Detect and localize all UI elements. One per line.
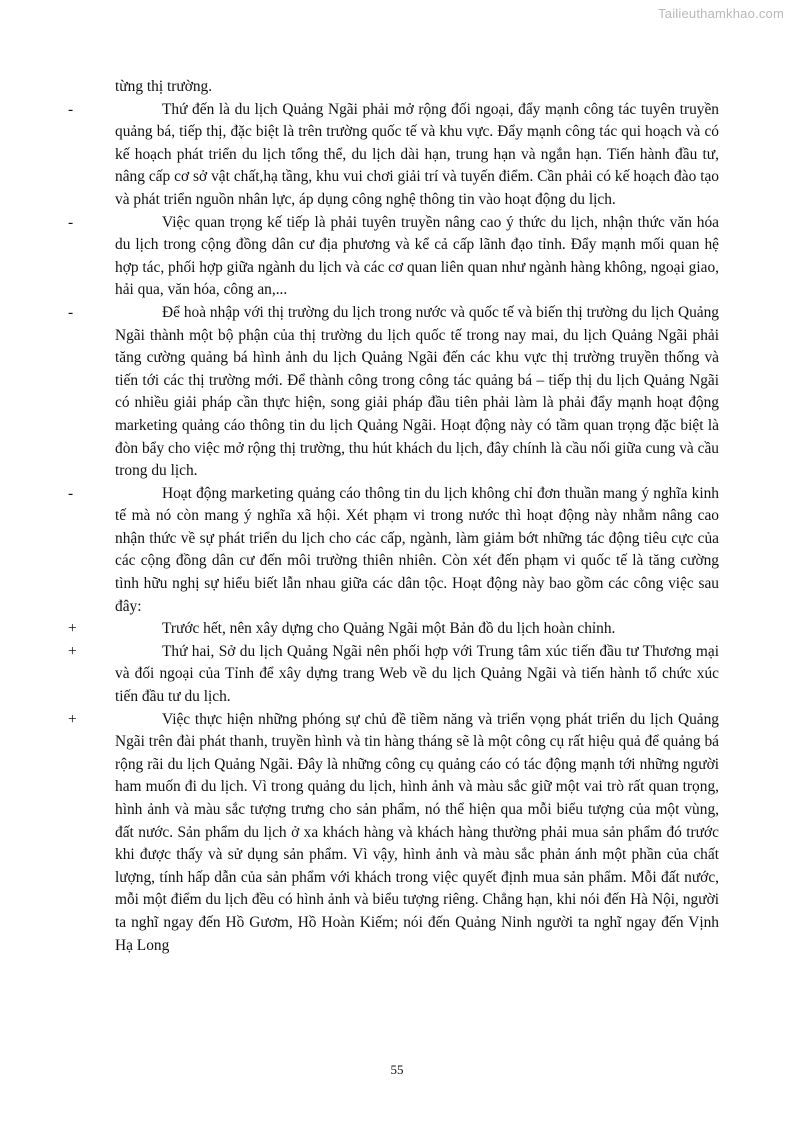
paragraph-2 bbox=[68, 212, 719, 302]
paragraph-text: Thứ hai, Sở du lịch Quảng Ngãi nên phối hợp với Trung tâm xúc tiến đầu tư Thương mại và đối ngoại của Tỉnh để xây dựng trang Web về du lịch Quảng Ngãi và tiến hành tổ chức xúc tiến đầu tư du lịch. bbox=[115, 642, 719, 706]
bullet-dash: - bbox=[68, 303, 74, 321]
paragraph-text: Hoạt động marketing quảng cáo thông tin du lịch không chỉ đơn thuần mang ý nghĩa kinh tế mà nó còn mang ý nghĩa xã hội. Xét phạm vi trong nước thì hoạt động này nhằm nâng cao nhận thức về sự phát triển du lịch cho các cấp, ngành, làm giảm bớt những tác động tiêu cực của các cộng đồng dân cư đến môi trường thiên nhiên. Còn xét đến phạm vi quốc tế là tăng cường tình hữu nghị sự hiểu biết lẫn nhau giữa các dân tộc. Hoạt động này bao gồm các công việc sau đây: bbox=[115, 484, 719, 615]
paragraph-3 bbox=[68, 302, 719, 483]
paragraph-0 bbox=[115, 76, 719, 99]
paragraph-7 bbox=[68, 709, 719, 958]
paragraph-text: Trước hết, nên xây dựng cho Quảng Ngãi một Bản đồ du lịch hoàn chỉnh. bbox=[162, 620, 616, 638]
paragraph-text: Việc quan trọng kế tiếp là phải tuyên truyền nâng cao ý thức du lịch, nhận thức văn hóa du lịch trong cộng đồng dân cư địa phương và kể cả cấp lãnh đạo tỉnh. Đẩy mạnh mối quan hệ hợp tác, phối hợp giữa ngành du lịch và các cơ quan liên quan như ngành hàng không, ngoại giao, hải qua, văn hóa, công an,... bbox=[115, 213, 719, 299]
paragraph-text: Để hoà nhập với thị trường du lịch trong nước và quốc tế và biến thị trường du lịch Quảng Ngãi thành một bộ phận của thị trường du lịch quốc tế trong nay mai, du lịch Quảng Ngãi phải tăng cường quảng bá hình ảnh du lịch Quảng Ngãi đến các khu vực thị trường truyền thống và tiến tới các thị trường mới. Để thành công trong công tác quảng bá – tiếp thị du lịch Quảng Ngãi có nhiều giải pháp cần thực hiện, song giải pháp đầu tiên phải làm là phải đẩy mạnh hoạt động marketing quảng cáo thông tin du lịch Quảng Ngãi. Hoạt động này có tầm quan trọng đặc biệt là đòn bẩy cho việc mở rộng thị trường, thu hút khách du lịch, đây chính là cầu nối giữa cung và cầu trong du lịch. bbox=[115, 303, 719, 480]
paragraph-text: Thứ đến là du lịch Quảng Ngãi phải mở rộng đối ngoại, đẩy mạnh công tác tuyên truyền quảng bá, tiếp thị, đặc biệt là trên trường quốc tế và khu vực. Đẩy mạnh công tác qui hoạch và có kế hoạch phát triển du lịch tổng thể, du lịch dài hạn, trung hạn và ngắn hạn. Tiến hành đầu tư, nâng cấp cơ sở vật chất,hạ tầng, khu vui chơi giải trí và tuyến điểm. Cần phải có kế hoạch đào tạo và phát triển nguồn nhân lực, áp dụng công nghệ thông tin vào hoạt động du lịch. bbox=[115, 100, 719, 208]
paragraph-1 bbox=[68, 99, 719, 212]
bullet-plus: + bbox=[68, 710, 77, 728]
watermark-text: Tailieuthamkhao.com bbox=[658, 6, 784, 21]
paragraph-text: Việc thực hiện những phóng sự chủ đề tiềm năng và triển vọng phát triển du lịch Quảng Ngãi trên đài phát thanh, truyền hình và tin hàng tháng sẽ là một công cụ rất hiệu quả để quảng bá rộng rãi du lịch Quảng Ngãi. Đây là những công cụ quảng cáo có tác động mạnh tới những người ham muốn đi du lịch. Vì trong quảng du lịch, hình ảnh và màu sắc giữ một vai trò rất quan trọng, hình ảnh và màu sắc tượng trưng cho sản phẩm, nó thể hiện qua mỗi biểu tượng của một vùng, đất nước. Sản phẩm du lịch ở xa khách hàng và khách hàng thường phải mua sản phẩm đó trước khi được thấy và sử dụng sản phẩm. Vì vậy, hình ảnh và màu sắc phản ánh một phần của chất lượng, tính hấp dẫn của sản phẩm với khách trong việc quyết định mua sản phẩm. Mỗi đất nước, mỗi một điểm du lịch đều có hình ảnh và biểu tượng riêng. Chẳng hạn, khi nói đến Hà Nội, người ta nghĩ ngay đến Hồ Gươm, Hồ Hoàn Kiếm; nói đến Quảng Ninh người ta nghĩ ngay đến Vịnh Hạ Long bbox=[115, 710, 719, 954]
document-body bbox=[68, 76, 719, 957]
bullet-dash: - bbox=[68, 213, 74, 231]
paragraph-text: từng thị trường. bbox=[115, 78, 213, 95]
paragraph-6 bbox=[68, 641, 719, 709]
bullet-dash: - bbox=[68, 100, 74, 118]
paragraph-5 bbox=[68, 618, 719, 641]
bullet-dash: - bbox=[68, 484, 74, 502]
paragraph-4 bbox=[68, 483, 719, 619]
page-number: 55 bbox=[390, 1062, 404, 1077]
bullet-plus: + bbox=[68, 620, 77, 638]
bullet-plus: + bbox=[68, 642, 77, 660]
